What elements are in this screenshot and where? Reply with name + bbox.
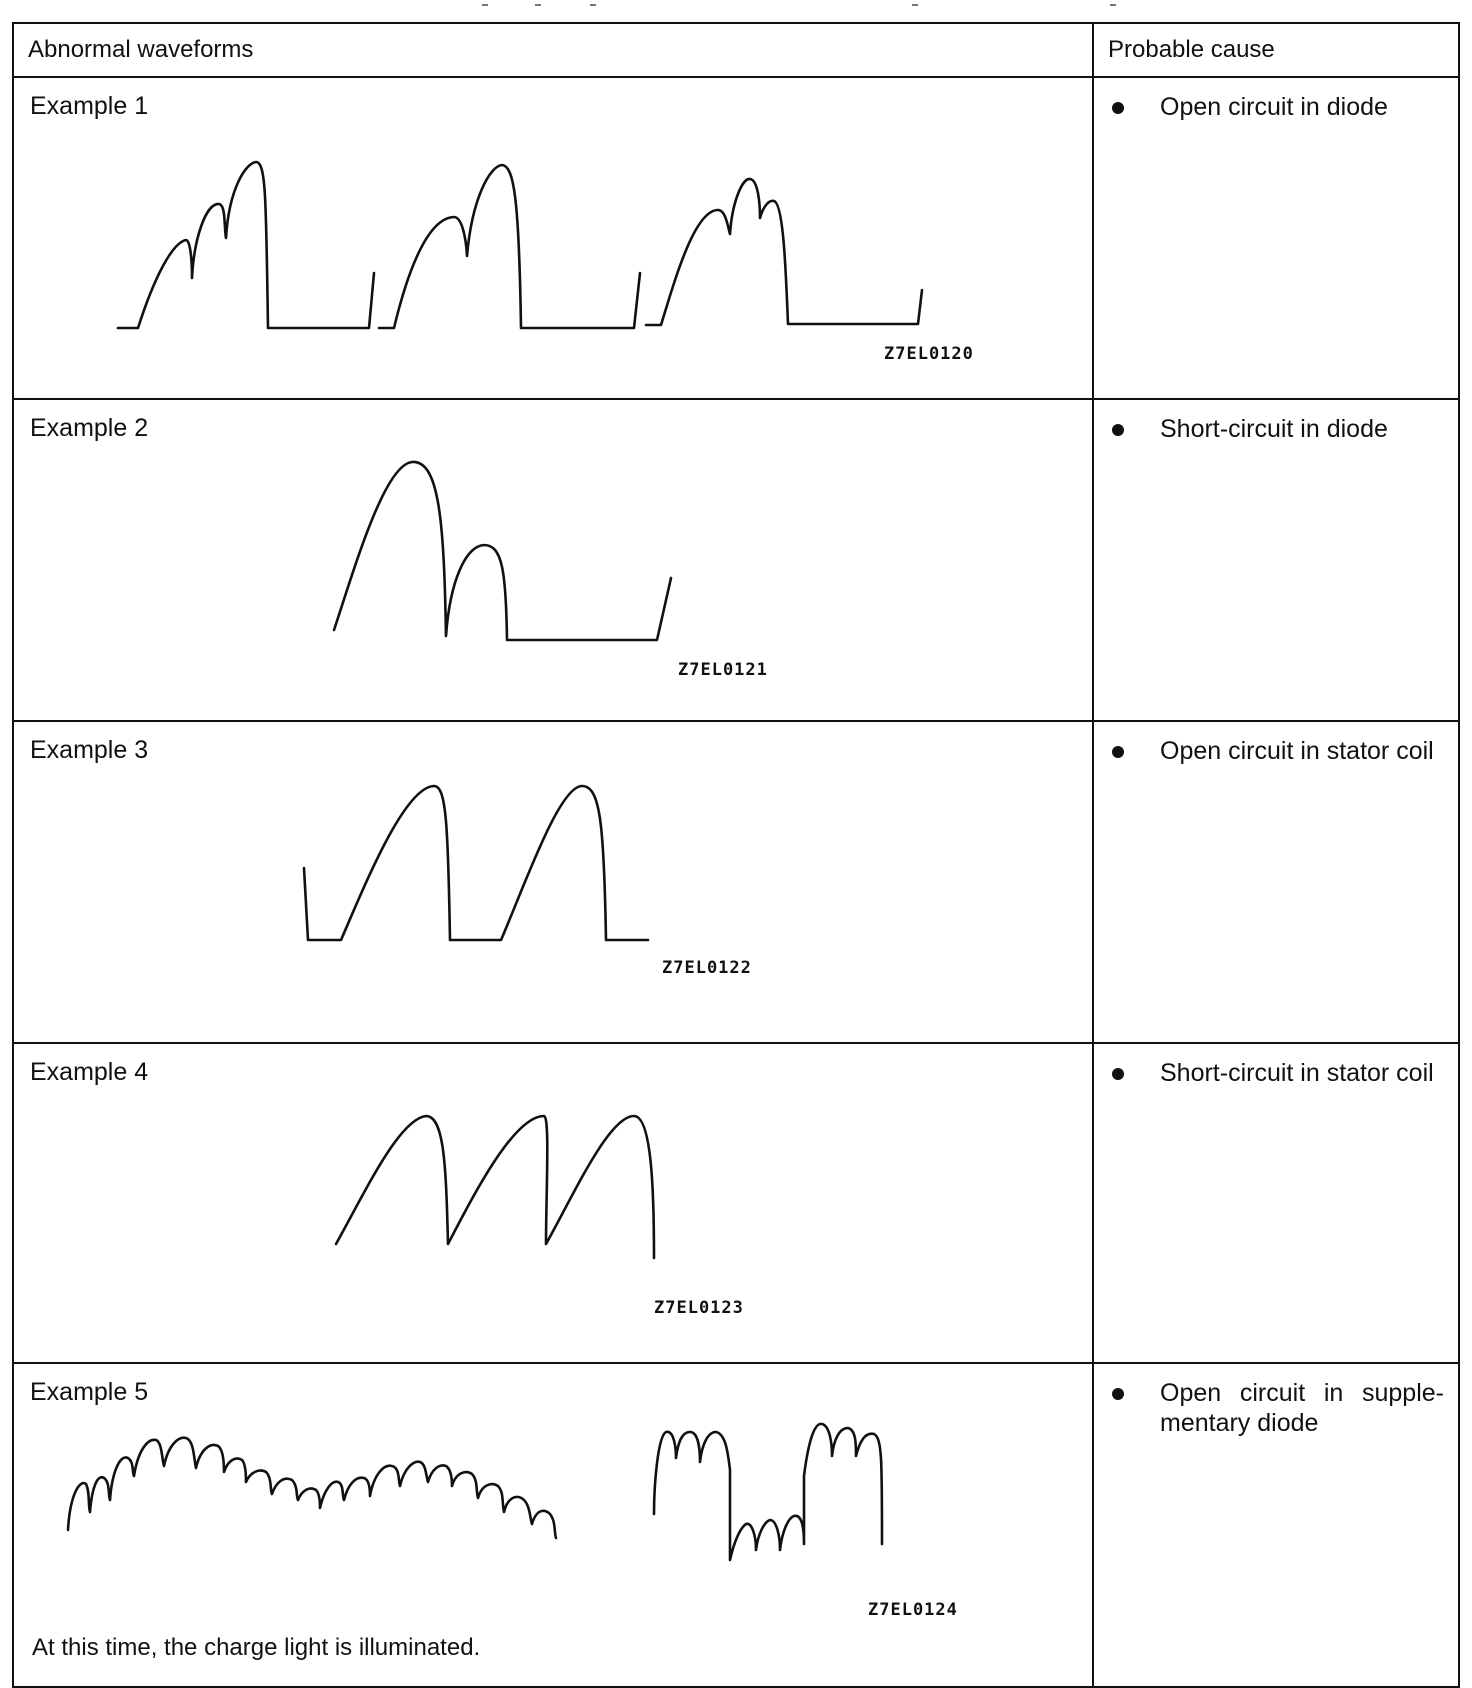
waveform-cell xyxy=(13,1043,1093,1363)
probable-cause-text: Short-circuit in diode xyxy=(1160,415,1388,443)
example-label: Example 2 xyxy=(30,414,149,442)
waveform-diagram-3 xyxy=(14,722,1094,1042)
cause-cell xyxy=(1093,1043,1459,1363)
example-label: Example 5 xyxy=(30,1378,149,1406)
probable-cause-text: Open circuit in diode xyxy=(1160,93,1388,121)
figure-code: Z7EL0121 xyxy=(678,660,768,680)
table-row xyxy=(13,721,1459,1043)
header-abnormal-waveforms: Abnormal waveforms xyxy=(13,23,1093,77)
cause-cell xyxy=(1093,1363,1459,1687)
table-row xyxy=(13,1043,1459,1363)
example-label: Example 4 xyxy=(30,1058,149,1086)
probable-cause-text: Open circuit in stator coil xyxy=(1160,737,1434,765)
waveform-diagram-2 xyxy=(14,400,1094,720)
table-row xyxy=(13,1363,1459,1687)
figure-code: Z7EL0123 xyxy=(654,1298,744,1318)
header-probable-cause: Probable cause xyxy=(1093,23,1459,77)
waveform-cell xyxy=(13,1363,1093,1687)
figure-code: Z7EL0122 xyxy=(662,958,752,978)
cause-cell xyxy=(1093,77,1459,399)
probable-cause-text: Short-circuit in stator coil xyxy=(1160,1059,1434,1087)
waveform-diagram-4 xyxy=(14,1044,1094,1362)
bullet-icon xyxy=(1112,1388,1124,1400)
waveform-cell xyxy=(13,721,1093,1043)
probable-cause-text: Open circuit in supple-mentary diode xyxy=(1160,1379,1444,1437)
scan-artifacts xyxy=(0,0,1472,12)
waveform-cell xyxy=(13,399,1093,721)
figure-code: Z7EL0124 xyxy=(868,1600,958,1620)
example-label: Example 1 xyxy=(30,92,149,120)
charge-light-note: At this time, the charge light is illuminated. xyxy=(32,1634,481,1661)
cause-cell xyxy=(1093,399,1459,721)
bullet-icon xyxy=(1112,424,1124,436)
table-row xyxy=(13,399,1459,721)
bullet-icon xyxy=(1112,102,1124,114)
table-row xyxy=(13,77,1459,399)
figure-code: Z7EL0120 xyxy=(884,344,974,364)
waveform-cell xyxy=(13,77,1093,399)
cause-cell xyxy=(1093,721,1459,1043)
bullet-icon xyxy=(1112,1068,1124,1080)
bullet-icon xyxy=(1112,746,1124,758)
example-label: Example 3 xyxy=(30,736,149,764)
abnormal-waveform-table xyxy=(12,22,1460,1688)
